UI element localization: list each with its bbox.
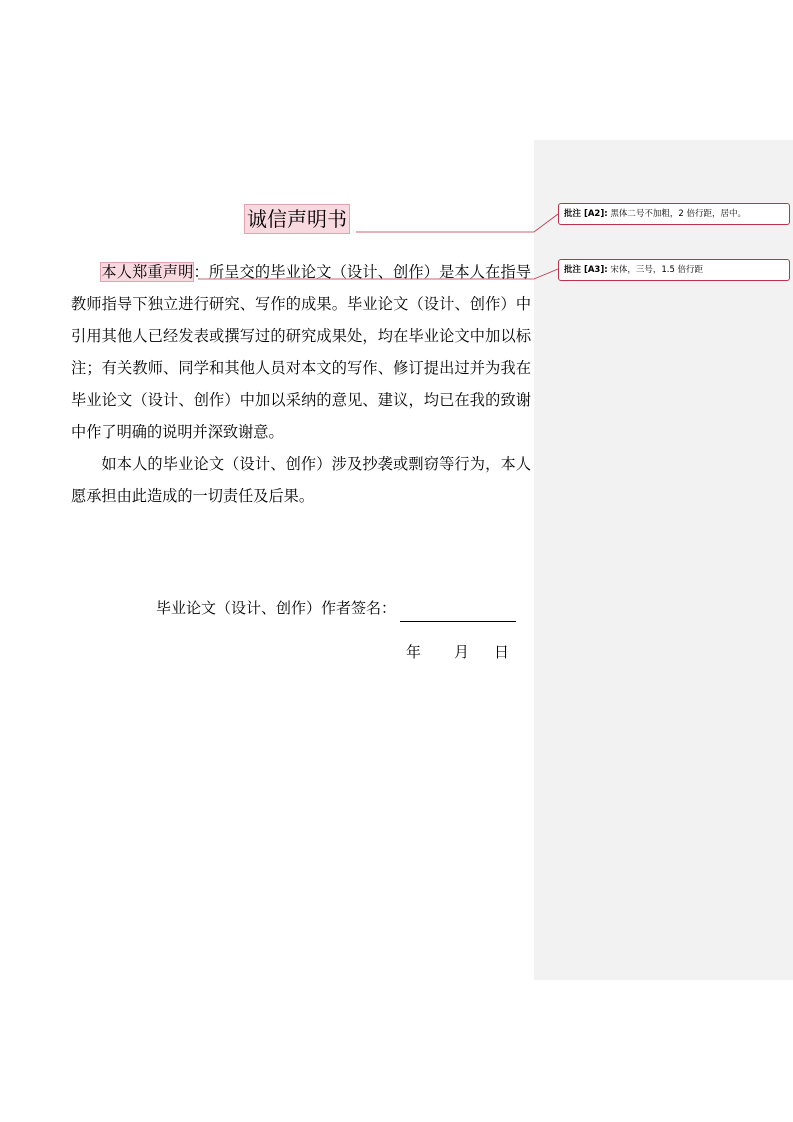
- date-year-label: 年: [406, 643, 422, 661]
- paragraph-declaration[interactable]: [71, 256, 531, 448]
- comment-a3[interactable]: [558, 259, 790, 281]
- document-title[interactable]: 诚信声明书: [244, 204, 350, 234]
- document-body: [71, 256, 531, 512]
- comment-a2[interactable]: [558, 203, 790, 225]
- highlighted-intro[interactable]: 本人郑重声明: [101, 263, 194, 281]
- comment-a3-label: 批注 [A3]:: [564, 265, 608, 275]
- paragraph-liability[interactable]: 如本人的毕业论文（设计、创作）涉及抄袭或剽窃等行为，本人愿承担由此造成的一切责任及后果。: [71, 455, 531, 505]
- comment-a2-label: 批注 [A2]:: [564, 209, 608, 219]
- date-line: [406, 638, 509, 666]
- comment-a2-connector: [356, 214, 558, 232]
- signature-field[interactable]: [400, 601, 516, 622]
- comment-a3-text: 宋体，三号，1.5 倍行距: [610, 265, 704, 275]
- date-day-label: 日: [494, 643, 510, 661]
- comment-a2-text: 黑体二号不加粗，2 倍行距，居中。: [610, 209, 746, 219]
- date-month-label: 月: [454, 643, 470, 661]
- signature-label: 毕业论文（设计、创作）作者签名：: [156, 599, 397, 617]
- paragraph1-text: ：所呈交的毕业论文（设计、创作）是本人在指导教师指导下独立进行研究、写作的成果。毕业论文（设计、创作）中引用其他人已经发表或撰写过的研究成果处，均在毕业论文中加以标注；有关教师、同学和其他人员对本文的写作、修订提出过并为我在毕业论文（设计、创作）中加以采纳的意见、建议，均已在我的致谢中作了明确的说明并深致谢意。: [71, 263, 532, 441]
- signature-line: [156, 594, 516, 622]
